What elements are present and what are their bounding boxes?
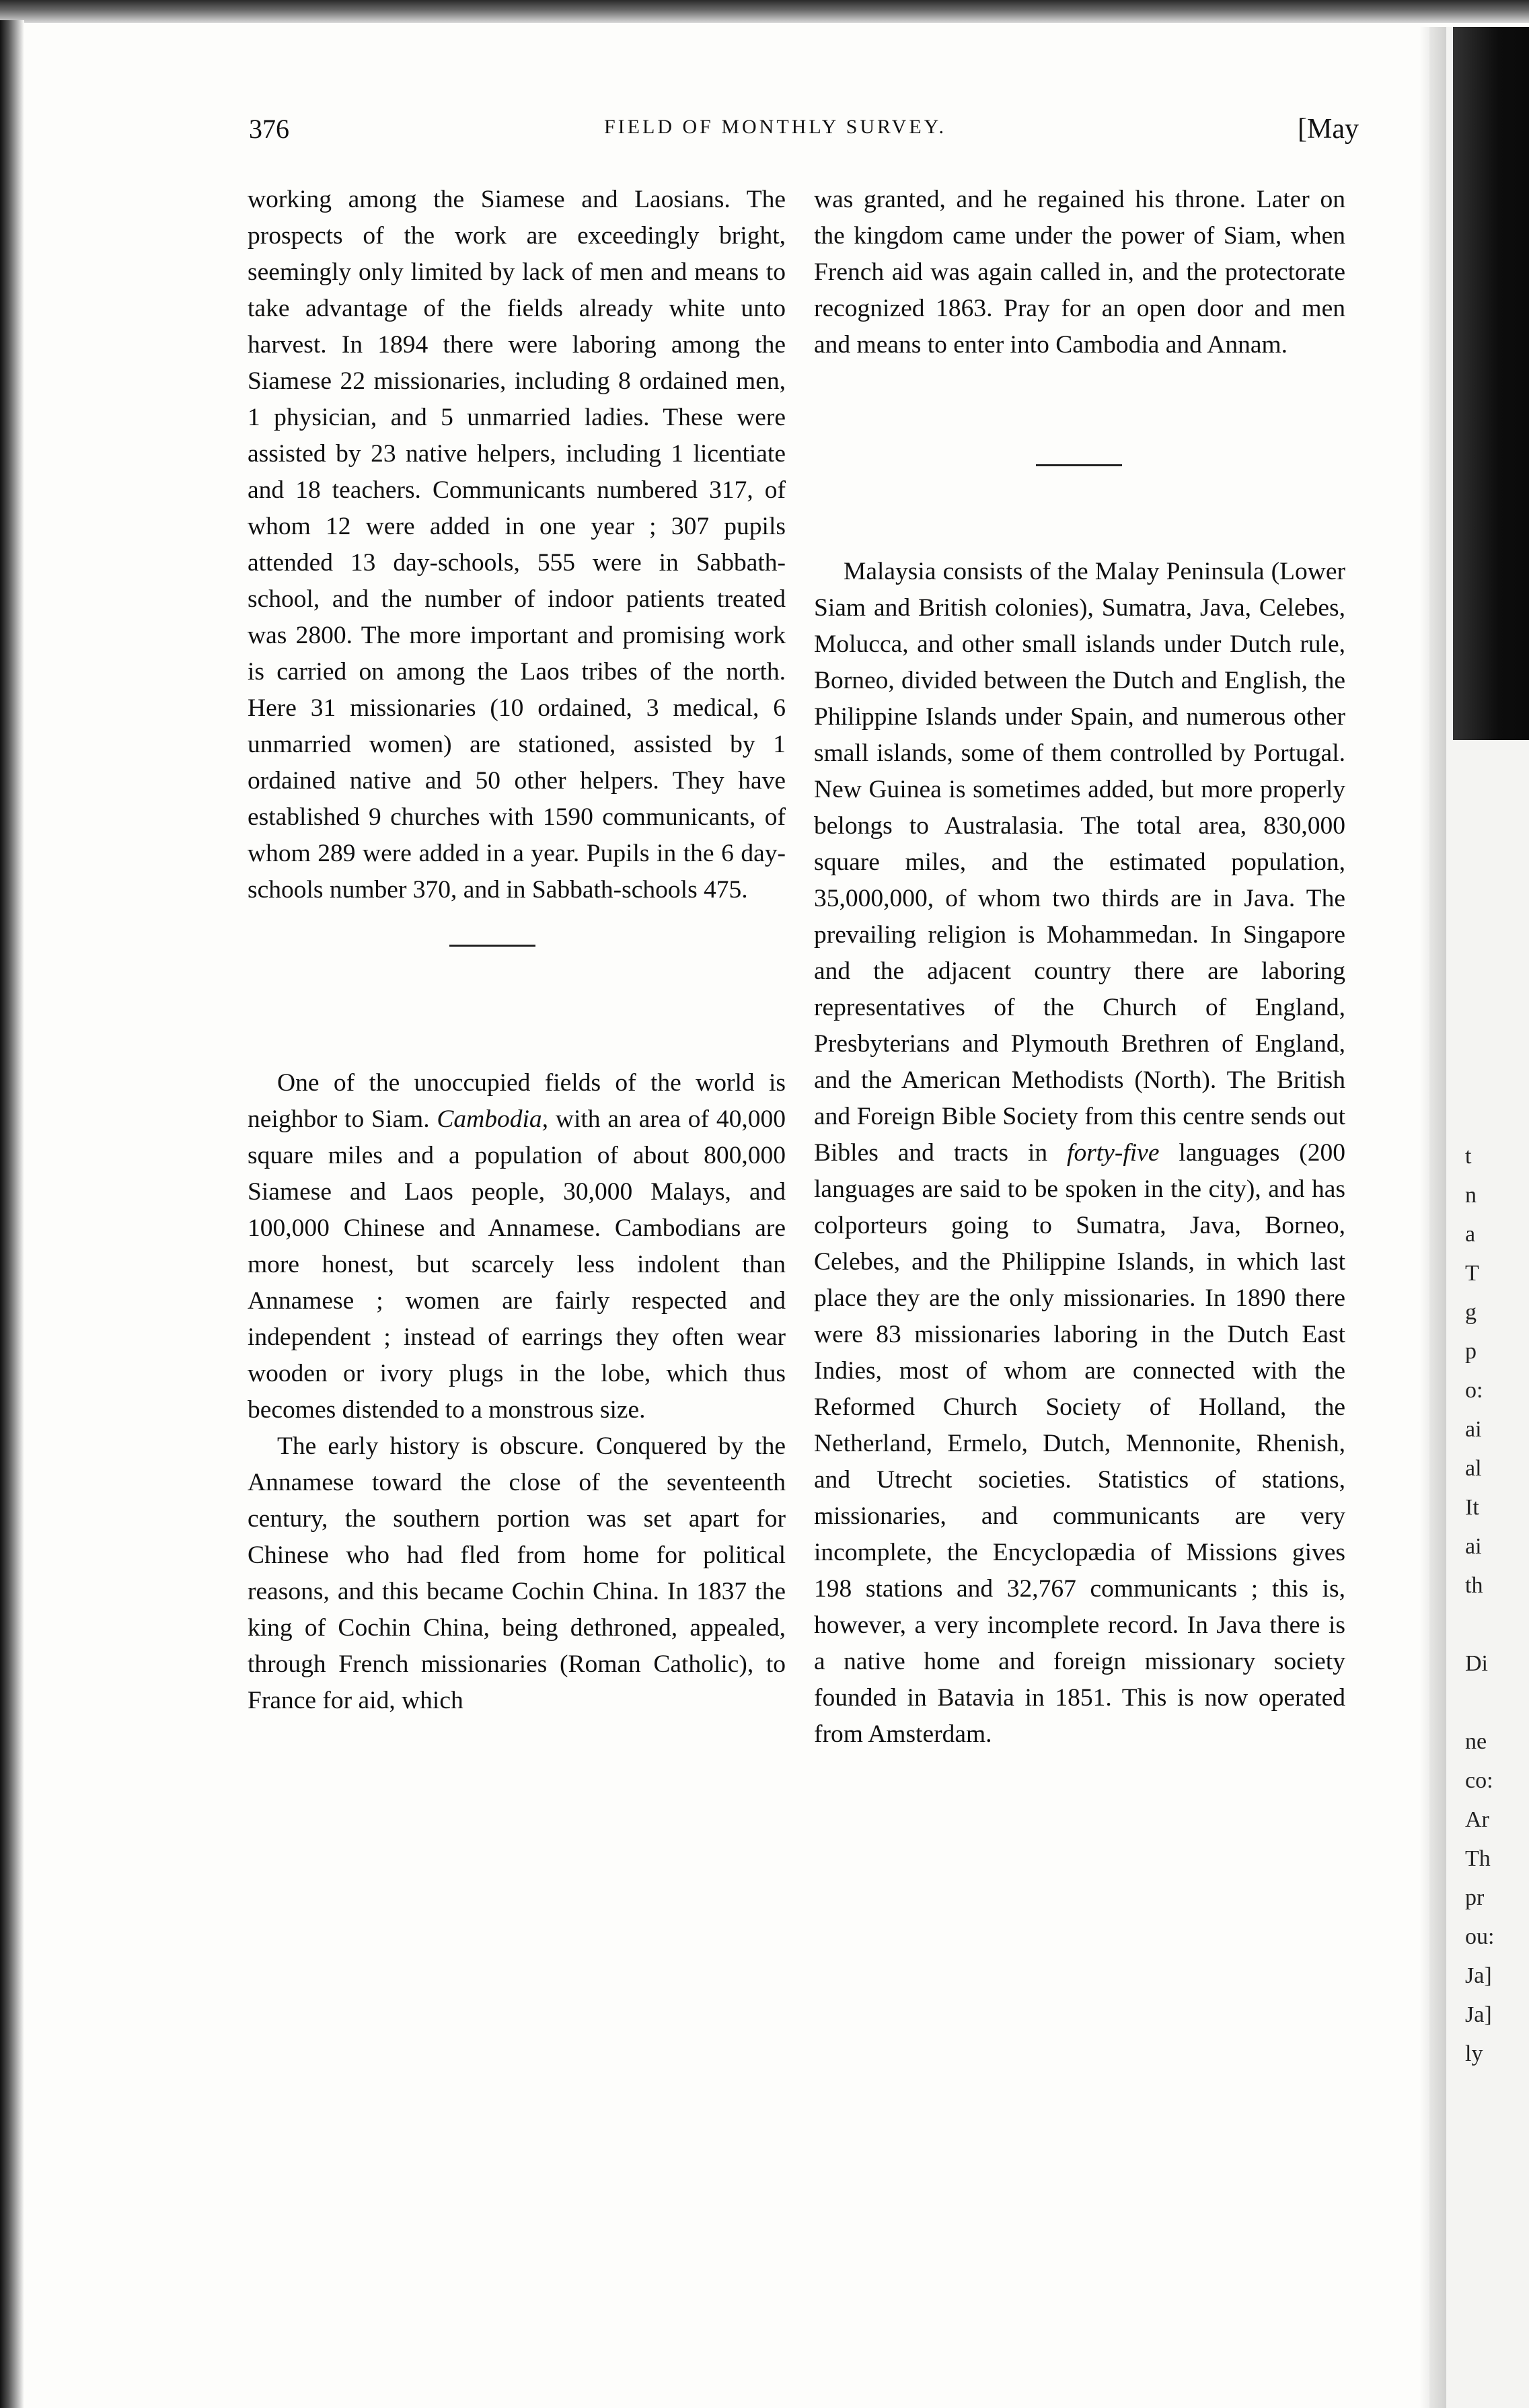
margin-fragment: Ja]: [1465, 1963, 1492, 1988]
margin-fragment: g: [1465, 1300, 1477, 1325]
malaysia-text-end: languages (200 languages are said to be spoken in the city), and has colporteurs going to Sumatra, Java, Borneo, Celebes, and the Philippine Islands, in which last place they are the only missionaries. In 1890 there were 83 missionaries laboring in the Dutch East Indies, most of whom are connected with the Reformed Church Society of Holland, the Netherland, Ermelo, Dutch, Mennonite, Rhenish, and Utrecht societies. Statistics of stations, missionaries, and communicants are very incomplete, the Encyclopædia of Missions gives 198 stations and 32,767 communicants ; this is, however, a very incomplete record. In Java there is a native home and foreign missionary society founded in Batavia in 1851. This is now operated from Amsterdam.: [814, 1139, 1346, 1748]
scan-left-edge: [0, 20, 24, 2408]
margin-fragment: t: [1465, 1144, 1472, 1169]
margin-fragment: Th: [1465, 1846, 1491, 1871]
running-head-title: FIELD OF MONTHLY SURVEY.: [604, 116, 946, 138]
section-gap: [814, 466, 1345, 554]
margin-fragment: ai: [1465, 1417, 1482, 1442]
margin-fragment: ai: [1465, 1534, 1482, 1559]
cambodia-text-end: with an area of 40,000 square miles and a population of about 800,000 Siamese and Laos people, 30,000 Malays, and 100,000 Chinese and Annamese. Cambodians are more honest, but scarcely less indolent than Annamese ; women are fairly respected and independent ; instead of earrings they often wear wooden or ivory plugs in the lobe, which thus becomes distended to a monstrous size.: [248, 1105, 786, 1424]
malaysia-italic: forty-five: [1067, 1139, 1160, 1167]
margin-fragment: ne: [1465, 1729, 1487, 1754]
margin-fragment: a: [1465, 1222, 1476, 1247]
margin-fragment: p: [1465, 1339, 1477, 1364]
paragraph-malaysia: [814, 554, 1345, 1753]
next-page-margin-fragments: [1465, 1137, 1505, 2074]
paragraph-siam-missions: working among the Siamese and Laosians. The prospects of the work are exceedingly bright, seemingly only limited by lack of men and means to take advantage of the fields already white unto harvest. In 1894 there were laboring among the Siamese 22 missionaries, including 8 ordained men, 1 physician, and 5 unmarried ladies. These were assisted by 23 native helpers, including 1 licentiate and 18 teachers. Communicants numbered 317, of whom 12 were added in one year ; 307 pupils attended 13 day-schools, 555 were in Sabbath-school, and the number of indoor patients treated was 2800. The more important and promising work is carried on among the Laos tribes of the north. Here 31 missionaries (10 ordained, 3 medical, 6 unmarried women) are stationed, assisted by 1 ordained native and 50 other helpers. They have established 9 churches with 1590 communicants, of whom 289 were added in a year. Pupils in the 6 day-schools number 370, and in Sabbath-schools 475.: [248, 186, 786, 904]
malaysia-text-start: Malaysia consists of the Malay Peninsula (Lower Siam and British colonies), Sumatra, Java, Celebes, Molucca, and other small islands under Dutch rule, Borneo, divided between the Dutch and English, the Philippine Islands under Spain, and numerous other small islands, some of them controlled by Portugal. New Guinea is sometimes added, but more properly belongs to Australasia. The total area, 830,000 square miles, and the estimated population, 35,000,000, of whom two thirds are in Java. The prevailing religion is Mohammedan. In Singapore and the adjacent country there are laboring representatives of the Church of England, Presbyterians and Plymouth Brethren of England, and the American Methodists (North). The British and Foreign Bible Society from this centre sends out Bibles and tracts in: [814, 558, 1345, 1167]
margin-fragment: Ja]: [1465, 2002, 1492, 2027]
margin-fragment: th: [1465, 1573, 1483, 1598]
margin-fragment: Di: [1465, 1651, 1488, 1676]
paragraph-early-history: The early history is obscure. Conquered by the Annamese toward the close of the seventeenth century, the southern portion was set apart for Chinese who had fled from home for political reasons, and this became Cochin China. In 1837 the king of Cochin China, being dethroned, appealed, through French missionaries (Roman Catholic), to France for aid, which: [248, 1432, 786, 1714]
paragraph-cambodia: [248, 1065, 786, 1428]
margin-fragment: ly: [1465, 2041, 1483, 2066]
margin-fragment: It: [1465, 1495, 1479, 1520]
cambodia-italic: Cambodia,: [437, 1105, 549, 1133]
margin-fragment: co:: [1465, 1768, 1493, 1793]
margin-fragment: pr: [1465, 1885, 1485, 1910]
running-head: [249, 113, 1359, 153]
running-head-month: [May: [1298, 114, 1359, 145]
margin-fragment: ou:: [1465, 1924, 1495, 1949]
paragraph-cambodia-continued: was granted, and he regained his throne. Later on the kingdom came under the power of Siam, when French aid was again called in, and the protectorate recognized 1863. Pray for an open door and men and means to enter into Cambodia and Annam.: [814, 186, 1345, 359]
margin-fragment: [1465, 1605, 1505, 1644]
margin-fragment: Ar: [1465, 1807, 1489, 1832]
scan-top-edge: [0, 0, 1529, 23]
margin-fragment: al: [1465, 1456, 1482, 1481]
page-number: 376: [249, 114, 289, 144]
scan-fold-shadow: [1419, 27, 1446, 2408]
margin-fragment: [1465, 1683, 1505, 1722]
section-gap: [248, 947, 786, 1065]
margin-fragment: o:: [1465, 1378, 1483, 1403]
margin-fragment: n: [1465, 1183, 1477, 1208]
right-column: [814, 182, 1345, 1753]
scan-right-shadow: [1453, 27, 1529, 740]
margin-fragment: T: [1465, 1261, 1479, 1286]
left-column: [248, 182, 786, 1719]
cambodia-text-start: One of the unoccupied fields of the world is neighbor to Siam.: [248, 1069, 786, 1133]
